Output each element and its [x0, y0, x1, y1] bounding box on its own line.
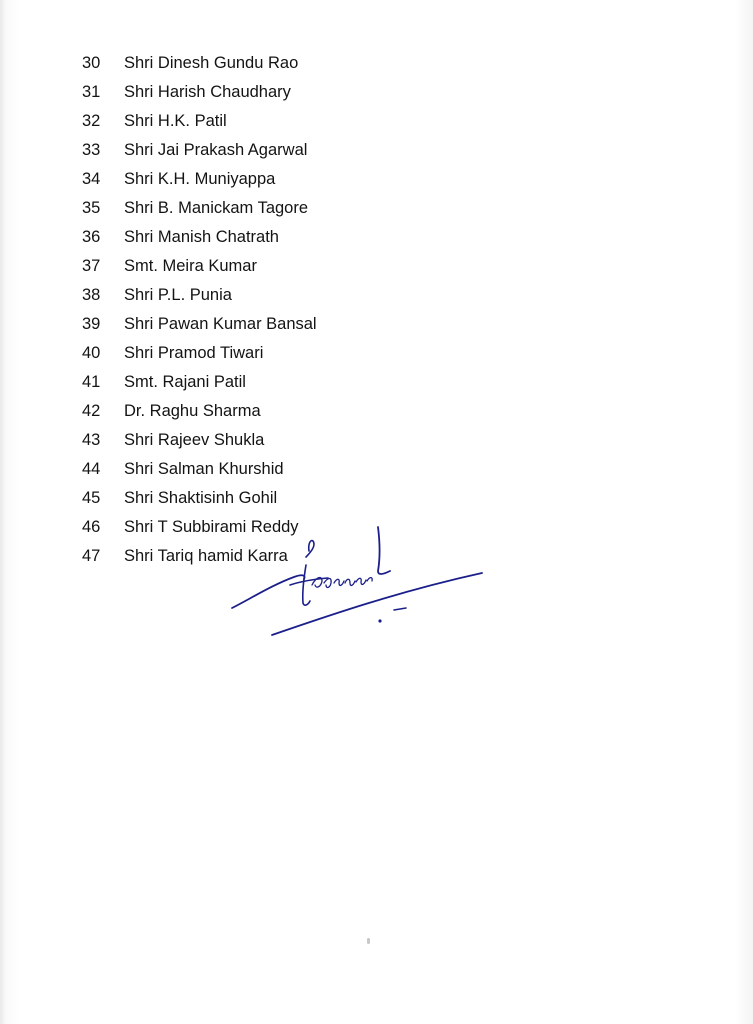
- list-item: [0, 455, 420, 484]
- list-item: [0, 310, 420, 339]
- member-name: Shri Harish Chaudhary: [124, 83, 291, 101]
- item-number: 33: [82, 141, 101, 159]
- member-name: Shri B. Manickam Tagore: [124, 199, 309, 217]
- item-number: 31: [82, 83, 101, 101]
- member-name: Shri Manish Chatrath: [124, 228, 279, 246]
- item-number: 32: [82, 112, 101, 130]
- item-number: 38: [82, 286, 101, 304]
- item-number: 46: [82, 518, 101, 536]
- member-name: Shri H.K. Patil: [124, 112, 227, 130]
- member-name: Shri Pramod Tiwari: [124, 344, 264, 362]
- item-number: 39: [82, 315, 101, 333]
- scan-speck: [367, 938, 370, 944]
- member-name: Shri K.H. Muniyappa: [124, 170, 276, 188]
- list-item: [0, 49, 420, 78]
- list-item: [0, 107, 420, 136]
- member-name: Smt. Meira Kumar: [124, 257, 257, 275]
- item-number: 41: [82, 373, 101, 391]
- signature: [220, 515, 500, 645]
- item-number: 43: [82, 431, 101, 449]
- list-item: [0, 281, 420, 310]
- member-name: Shri Salman Khurshid: [124, 460, 284, 478]
- item-number: 42: [82, 402, 101, 420]
- member-name: Shri Jai Prakash Agarwal: [124, 141, 308, 159]
- list-item: [0, 252, 420, 281]
- item-number: 30: [82, 54, 101, 72]
- list-item: [0, 223, 420, 252]
- list-item: [0, 78, 420, 107]
- list-item: [0, 165, 420, 194]
- list-item: [0, 426, 420, 455]
- member-name: Shri Rajeev Shukla: [124, 431, 265, 449]
- member-list: [0, 49, 420, 571]
- member-name: Shri T Subbirami Reddy: [124, 518, 299, 536]
- list-item: [0, 397, 420, 426]
- member-name: Shri Dinesh Gundu Rao: [124, 54, 299, 72]
- member-name: Shri Tariq hamid Karra: [124, 547, 288, 565]
- list-item: [0, 339, 420, 368]
- list-item: [0, 484, 420, 513]
- list-item: [0, 368, 420, 397]
- item-number: 35: [82, 199, 101, 217]
- member-name: Shri Pawan Kumar Bansal: [124, 315, 317, 333]
- member-name: Shri P.L. Punia: [124, 286, 232, 304]
- member-name: Shri Shaktisinh Gohil: [124, 489, 278, 507]
- item-number: 37: [82, 257, 101, 275]
- member-name: Dr. Raghu Sharma: [124, 402, 261, 420]
- list-item: [0, 136, 420, 165]
- item-number: 44: [82, 460, 101, 478]
- item-number: 34: [82, 170, 101, 188]
- item-number: 36: [82, 228, 101, 246]
- member-name: Smt. Rajani Patil: [124, 373, 246, 391]
- list-item: [0, 194, 420, 223]
- item-number: 47: [82, 547, 101, 565]
- item-number: 45: [82, 489, 101, 507]
- item-number: 40: [82, 344, 101, 362]
